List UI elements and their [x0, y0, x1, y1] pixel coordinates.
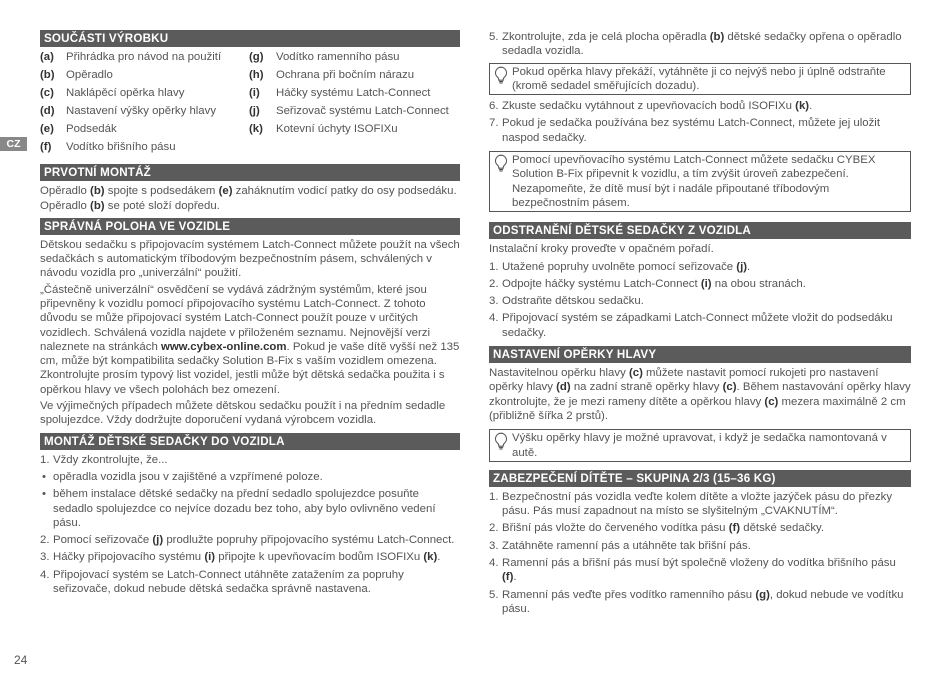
- part-key: (g): [249, 51, 264, 63]
- list-item: 3. Zatáhněte ramenní pás a utáhněte tak břišní pás.: [489, 539, 751, 552]
- part-label: Přihrádka pro návod na použití: [66, 51, 222, 63]
- language-tab: CZ: [0, 137, 27, 151]
- right-column: [489, 30, 911, 620]
- part-label: Seřizovač systému Latch-Connect: [276, 104, 449, 117]
- lightbulb-icon: [494, 154, 508, 172]
- section-heading: SOUČÁSTI VÝROBKU: [40, 30, 460, 47]
- part-key: (h): [249, 68, 264, 81]
- part-key: (d): [40, 104, 55, 117]
- list-item: 4. Připojovací systém se Latch-Connect utáhněte zatažením za popruhy seřizovače, dokud nebude dětská sedačka správně nastavena.: [40, 568, 404, 596]
- list-item: 5. Ramenní pás veďte přes vodítko ramenního pásu (g), dokud nebude ve vodítku pásu.: [489, 588, 904, 615]
- lightbulb-icon: [494, 432, 508, 450]
- part-key: (f): [40, 140, 52, 153]
- lightbulb-icon: [494, 66, 508, 84]
- paragraph: Instalační kroky proveďte v opačném pořadí.: [489, 243, 714, 256]
- section-headrest: [489, 346, 911, 462]
- section-heading: SPRÁVNÁ POLOHA VE VOZIDLE: [40, 218, 460, 235]
- part-label: Vodítko břišního pásu: [66, 140, 176, 153]
- part-key: (a): [40, 51, 54, 63]
- website-link: www.cybex-online.com: [160, 340, 287, 353]
- paragraph: Opěradlo (b) spojte s podsedákem (e) zaháknutím vodicí patky do osy podsedáku. Opěradlo (b) se poté složí dopředu.: [40, 185, 457, 212]
- part-label: Vodítko ramenního pásu: [276, 51, 400, 63]
- note-box: Pokud opěrka hlavy překáží, vytáhněte ji co nejvýš nebo ji úplně odstraňte (kromě sedadel směřujících dozadu).: [489, 63, 911, 96]
- list-item: 2. Odpojte háčky systému Latch-Connect (i) na obou stranách.: [489, 277, 806, 290]
- note-box: Pomocí upevňovacího systému Latch-Connect můžete sedačku CYBEX Solution B-Fix připevnit k vozidlu, a tím zvýšit úroveň zabezpečení. Nezapomeňte, že dítě musí být i nadále připoutané tříbodovým bezpečnostním pásem.: [489, 151, 911, 212]
- bullet-item: • opěradla vozidla jsou v zajištěné a vzpřímené poloze.: [42, 470, 323, 483]
- part-key: (b): [40, 68, 55, 81]
- parts-list: [40, 50, 460, 154]
- list-item: 1. Bezpečnostní pás vozidla veďte kolem dítěte a vložte jazýček pásu do přezky pásu. Pás musí zapadnout na místo se slyšitelným „CVAKNUTÍM“.: [489, 490, 893, 518]
- section-first-assembly: [40, 164, 460, 213]
- part-key: (j): [249, 104, 260, 117]
- list-item: 2. Břišní pás vložte do červeného vodítka pásu (f) dětské sedačky.: [489, 522, 825, 535]
- list-item: 1. Vždy zkontrolujte, že...: [40, 453, 168, 466]
- list-item: 4. Připojovací systém se západkami Latch-Connect můžete vložit do podsedáku sedačky.: [489, 312, 893, 339]
- section-mounting: [40, 433, 460, 597]
- bullet-item: • během instalace dětské sedačky na přední sedadlo spolujezdce posuňte sedadlo spolujezdce co nejvíce dozadu bez toho, aby bylo ovlivněno vedení pásu.: [42, 488, 436, 529]
- part-key: (k): [249, 122, 263, 135]
- section-heading: ODSTRANĚNÍ DĚTSKÉ SEDAČKY Z VOZIDLA: [489, 222, 911, 239]
- part-label: Naklápěcí opěrka hlavy: [66, 86, 185, 99]
- section-heading: MONTÁŽ DĚTSKÉ SEDAČKY DO VOZIDLA: [40, 433, 460, 450]
- list-item: 3. Odstraňte dětskou sedačku.: [489, 295, 644, 308]
- section-correct-position: [40, 218, 460, 428]
- paragraph: Nastavitelnou opěrku hlavy (c) můžete nastavit pomocí rukojeti pro nastavení opěrky hlavy (d) na zadní straně opěrky hlavy (c). Během nastavování opěrky hlavy zkontrolujte, že je mezi rameny dítěte a opěrkou hlavy (c) mezera maximálně 2 cm (přibližně šířka 2 prstů).: [489, 367, 911, 422]
- part-key: (c): [40, 86, 54, 99]
- section-product-parts: [40, 30, 460, 154]
- part-key: (e): [40, 122, 54, 135]
- part-label: Háčky systému Latch-Connect: [276, 86, 431, 99]
- part-label: Podsedák: [66, 122, 117, 135]
- list-item: 6. Zkuste sedačku vytáhnout z upevňovacích bodů ISOFIXu (k).: [489, 100, 813, 113]
- section-heading: ZABEZPEČENÍ DÍTĚTE – SKUPINA 2/3 (15–36 KG): [489, 470, 911, 487]
- part-label: Kotevní úchyty ISOFIXu: [276, 122, 398, 135]
- paragraph: Ve výjimečných případech můžete dětskou sedačku použít i na předním sedadle spolujezdce. Vždy dodržujte doporučení vydaná výrobcem vozidla.: [40, 400, 446, 427]
- part-label: Nastavení výšky opěrky hlavy: [66, 104, 217, 117]
- section-heading: NASTAVENÍ OPĚRKY HLAVY: [489, 346, 911, 363]
- part-key: (i): [249, 86, 260, 99]
- section-heading: PRVOTNÍ MONTÁŽ: [40, 164, 460, 181]
- part-label: Ochrana při bočním nárazu: [276, 68, 415, 81]
- note-box: Výšku opěrky hlavy je možné upravovat, i když je sedačka namontovaná v autě.: [489, 429, 911, 462]
- list-item: 1. Utažené popruhy uvolněte pomocí seřizovače (j).: [489, 260, 751, 273]
- section-removal: [489, 222, 911, 340]
- page-number: 24: [14, 653, 28, 667]
- list-item: 2. Pomocí seřizovače (j) prodlužte popruhy připojovacího systému Latch-Connect.: [40, 534, 455, 547]
- list-item: 4. Ramenní pás a břišní pás musí být společně vloženy do vodítka břišního pásu (f).: [489, 557, 896, 584]
- section-securing-child: [489, 470, 911, 616]
- paragraph: „Částečně univerzální“ osvědčení se vydává zádržným systémům, které jsou připevněny k vozidlu pomocí připojovacího systému Latch-Connect. Z tohoto důvodu se může připojovací systém Latch-Connect použít pouze v určitých vozidlech. Schválená vozidla najdete v přiloženém seznamu. Nejnovější verzi naleznete na stránkách www.cybex-online.com. Pokud je vaše dítě vyšší než 135 cm, může být kompatibilita sedačky Solution B-Fix s vaším vozidlem omezena. Zkontrolujte prosím typový list vozidel, jestli může být dětská sedačka použita i s opěrkou hlavy ve všech polohách bez omezení.: [40, 283, 460, 396]
- list-item: 7. Pokud je sedačka používána bez systému Latch-Connect, můžete jej uložit naspod sedačky.: [489, 117, 880, 144]
- list-item: 3. Háčky připojovacího systému (i) připojte k upevňovacím bodům ISOFIXu (k).: [40, 551, 441, 564]
- paragraph: Dětskou sedačku s připojovacím systémem Latch-Connect můžete použít na všech sedačkách s automatickým tříbodovým bezpečnostním pásem, schválených v návodu vozidla pro „univerzální“ použití.: [40, 238, 460, 280]
- left-column: [40, 30, 460, 600]
- part-label: Opěradlo: [66, 68, 113, 81]
- section-mounting-continued: [489, 30, 911, 212]
- list-item: 5. Zkontrolujte, zda je celá plocha opěradla (b) dětské sedačky opřena o opěradlo sedadla vozidla.: [489, 31, 902, 58]
